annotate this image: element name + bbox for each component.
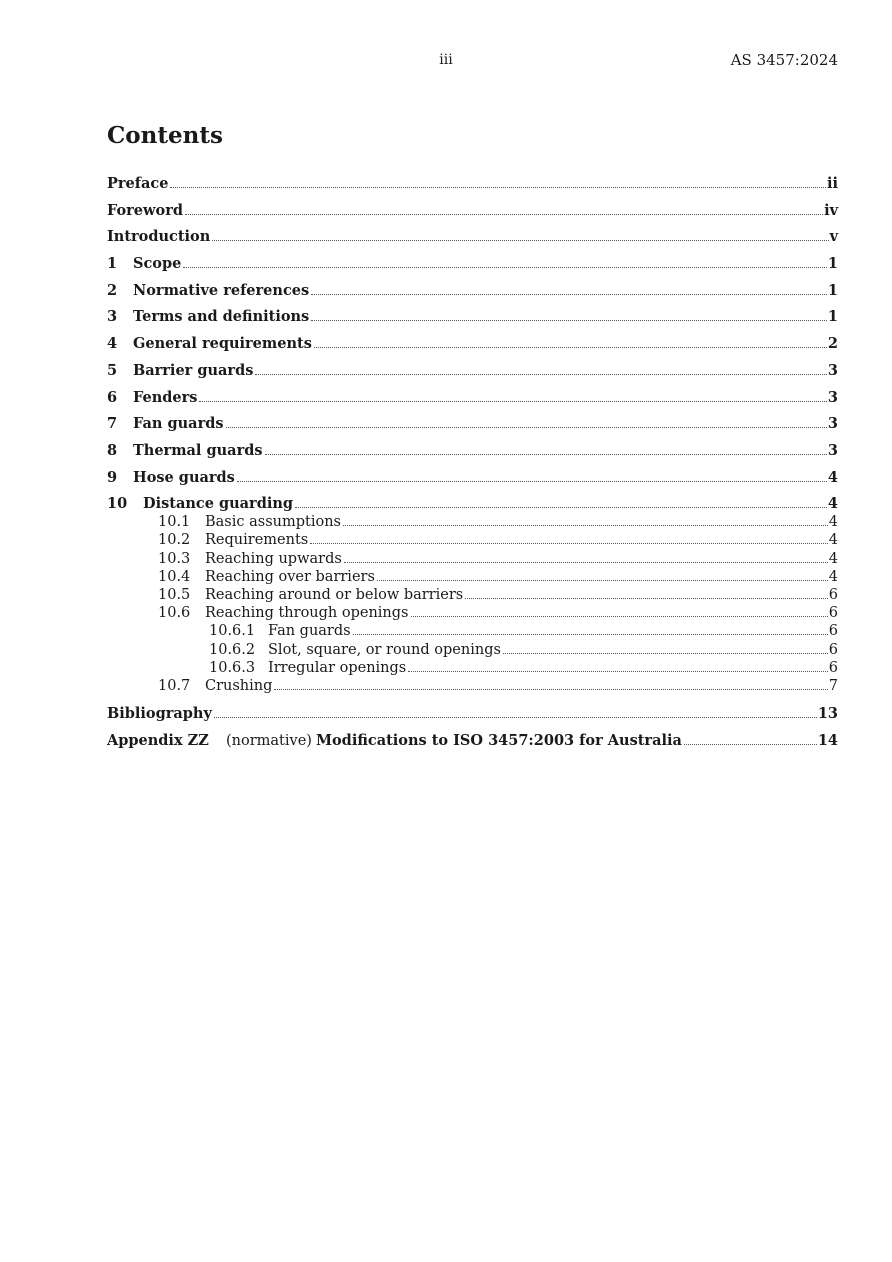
toc-entry-reaching-around-or-below[interactable]: [107, 586, 838, 604]
toc-entry-label: Reaching over barriers: [205, 568, 375, 585]
toc-entry-page: v: [829, 228, 838, 246]
toc-entry-label: Fan guards: [133, 415, 224, 433]
toc-entry-label: Slot, square, or round openings: [268, 641, 501, 658]
toc-entry-number: 2: [107, 281, 118, 299]
toc-entry-introduction[interactable]: [107, 226, 838, 253]
toc-entry-page: 6: [828, 587, 838, 603]
toc-entry-label: Crushing: [205, 677, 273, 694]
toc-entry-number: 1: [107, 255, 118, 273]
toc-entry-number: 10.6.1: [209, 623, 256, 640]
dot-leader: [311, 320, 827, 321]
toc-entry-irregular-openings[interactable]: [107, 659, 838, 677]
toc-entry-basic-assumptions[interactable]: [107, 513, 838, 531]
dot-leader: [408, 671, 828, 672]
toc-entry-crushing[interactable]: [107, 677, 838, 695]
toc-entry-general-requirements[interactable]: [107, 333, 838, 360]
toc-entry-page: 1: [827, 308, 838, 326]
toc-entry-page: 6: [828, 641, 838, 658]
toc-entry-label: Reaching through openings: [205, 605, 409, 622]
toc-entry-number: 10.5: [158, 587, 191, 603]
toc-entry-number: 10.1: [158, 514, 191, 531]
toc-entry-bibliography[interactable]: [107, 703, 838, 730]
toc-entry-label: Barrier guards: [133, 361, 254, 379]
toc-entry-label: Bibliography: [107, 705, 212, 723]
toc-entry-fenders[interactable]: [107, 387, 838, 414]
toc-entry-number: 10: [107, 495, 128, 513]
dot-leader: [185, 214, 823, 215]
toc-entry-page: 3: [827, 441, 838, 459]
dot-leader: [343, 525, 828, 526]
toc-entry-page: 4: [828, 568, 838, 585]
toc-entry-number: 5: [107, 361, 118, 379]
toc-entry-page: 1: [827, 281, 838, 299]
toc-entry-reaching-through-openings[interactable]: [107, 604, 838, 622]
toc-entry-label: Fenders: [133, 388, 198, 406]
toc-entry-hose-guards[interactable]: [107, 467, 838, 494]
dot-leader: [214, 717, 817, 718]
toc-entry-label: Requirements: [205, 532, 309, 549]
toc-entry-preface[interactable]: [107, 173, 838, 200]
toc-entry-fan-guards[interactable]: [107, 413, 838, 440]
toc-entry-page: ii: [826, 175, 838, 192]
toc-entry-label: Preface: [107, 175, 169, 192]
dot-leader: [353, 634, 828, 635]
toc-entry-page: 4: [828, 550, 838, 567]
toc-entry-reaching-upwards[interactable]: [107, 550, 838, 568]
dot-leader: [310, 543, 828, 544]
toc-entry-page: 6: [828, 659, 838, 676]
dot-leader: [684, 744, 817, 745]
toc-entry-number: 9: [107, 468, 118, 486]
dot-leader: [212, 240, 828, 241]
toc-entry-slot-square-round[interactable]: [107, 641, 838, 659]
dot-leader: [199, 401, 826, 402]
toc-entry-page: 3: [827, 361, 838, 379]
dot-leader: [411, 616, 828, 617]
toc-entry-label: Basic assumptions: [205, 514, 341, 531]
toc-entry-prefix: (normative): [226, 732, 312, 749]
dot-leader: [311, 294, 827, 295]
dot-leader: [344, 562, 828, 563]
toc-entry-number: 4: [107, 335, 118, 353]
toc-entry-page: 14: [817, 731, 838, 749]
toc-entry-page: 6: [828, 623, 838, 640]
toc-entry-page: 3: [827, 388, 838, 406]
toc-entry-label: Modifications to ISO 3457:2003 for Australia: [315, 731, 682, 749]
toc-entry-number: 10.6.3: [209, 659, 256, 676]
toc-entry-appendix-zz[interactable]: [107, 730, 838, 757]
toc-entry-fan-guards-openings[interactable]: [107, 622, 838, 640]
toc-entry-label: Normative references: [133, 281, 310, 299]
toc-entry-number: 10.2: [158, 532, 191, 549]
toc-entry-page: 4: [827, 468, 838, 486]
toc-entry-thermal-guards[interactable]: [107, 440, 838, 467]
toc-entry-number: 10.6.2: [209, 641, 256, 658]
toc-entry-label: Foreword: [107, 201, 183, 219]
toc-entry-label: Terms and definitions: [133, 308, 310, 326]
toc-entry-page: 2: [827, 335, 838, 353]
toc-entry-terms-and-definitions[interactable]: [107, 306, 838, 333]
toc-entry-distance-guarding[interactable]: [107, 493, 838, 513]
toc-entry-page: 4: [828, 514, 838, 531]
toc-entry-page: 6: [828, 605, 838, 622]
toc-entry-number: 10.7: [158, 677, 191, 694]
toc-entry-normative-references[interactable]: [107, 280, 838, 307]
dot-leader: [255, 374, 827, 375]
toc-entry-label: General requirements: [133, 335, 312, 353]
toc-entry-number: 3: [107, 308, 118, 326]
toc-entry-label: Distance guarding: [143, 495, 294, 513]
toc-entry-number: 8: [107, 441, 118, 459]
toc-entry-page: 3: [827, 415, 838, 433]
toc-entry-number: 7: [107, 415, 118, 433]
toc-entry-label: Thermal guards: [133, 441, 263, 459]
toc-entry-number: 10.3: [158, 550, 191, 567]
toc-entry-barrier-guards[interactable]: [107, 360, 838, 387]
toc-entry-page: iv: [824, 201, 838, 219]
toc-entry-number: 10.6: [158, 605, 191, 622]
toc-entry-number: 6: [107, 388, 118, 406]
page-title: Contents: [107, 122, 223, 149]
document-id: AS 3457:2024: [730, 51, 838, 69]
page-number: iii: [439, 52, 453, 68]
toc-entry-page: 13: [817, 705, 838, 723]
toc-entry-label: Scope: [133, 255, 182, 273]
toc-entry-label: Introduction: [107, 228, 211, 246]
toc-entry-reaching-over-barriers[interactable]: [107, 568, 838, 586]
dot-leader: [237, 481, 827, 482]
toc-entry-foreword[interactable]: [107, 200, 838, 227]
toc-entry-label: Reaching around or below barriers: [205, 587, 464, 603]
toc-entry-label: Reaching upwards: [205, 550, 342, 567]
toc-entry-page: 4: [827, 495, 838, 513]
dot-leader: [265, 454, 827, 455]
dot-leader: [465, 598, 828, 599]
table-of-contents: [107, 173, 838, 757]
toc-entry-scope[interactable]: [107, 253, 838, 280]
toc-entry-label: Irregular openings: [268, 659, 407, 676]
dot-leader: [503, 653, 828, 654]
dot-leader: [183, 267, 827, 268]
toc-entry-page: 7: [828, 677, 838, 694]
toc-entry-page: 4: [828, 532, 838, 549]
dot-leader: [295, 507, 827, 508]
toc-entry-number: 10.4: [158, 568, 191, 585]
toc-entry-requirements[interactable]: [107, 531, 838, 549]
dot-leader: [274, 689, 827, 690]
dot-leader: [226, 427, 827, 428]
dot-leader: [314, 347, 827, 348]
dot-leader: [170, 187, 826, 188]
toc-entry-label: Hose guards: [133, 468, 235, 486]
toc-entry-label: Fan guards: [268, 623, 351, 640]
toc-entry-number: Appendix ZZ: [107, 731, 209, 749]
toc-entry-page: 1: [827, 255, 838, 273]
dot-leader: [377, 580, 828, 581]
